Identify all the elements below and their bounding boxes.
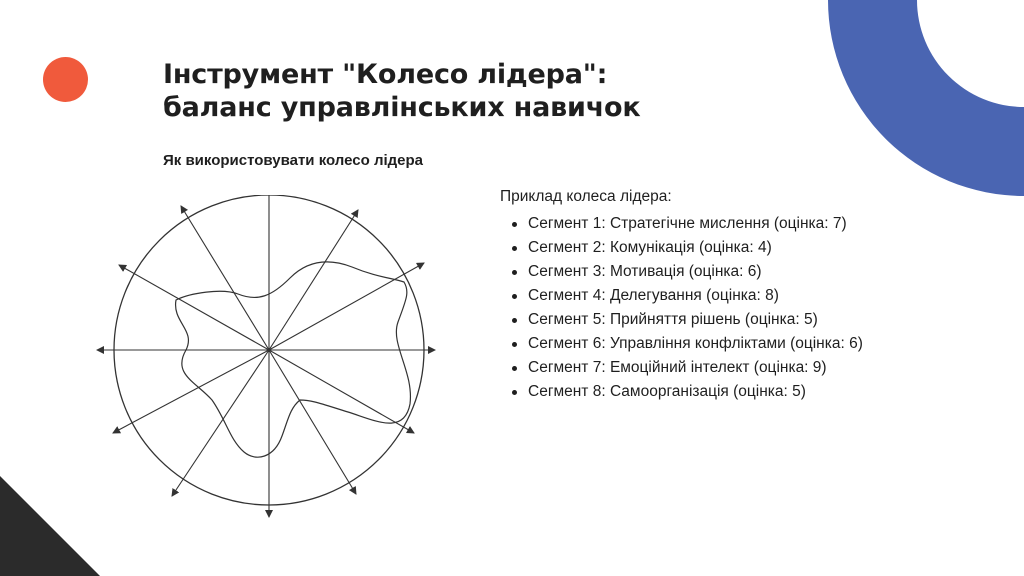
dark-corner-shape (0, 476, 100, 576)
section-subtitle: Як використовувати колесо лідера (163, 152, 424, 169)
list-item: Сегмент 2: Комунікація (оцінка: 4) (528, 236, 960, 260)
title-line-2: баланс управлінських навичок (163, 92, 641, 123)
list-item: Сегмент 6: Управління конфліктами (оцінка: 6) (528, 332, 960, 356)
list-item: Сегмент 5: Прийняття рішень (оцінка: 5) (528, 308, 960, 332)
list-item: Сегмент 8: Самоорганізація (оцінка: 5) (528, 380, 960, 404)
list-item: Сегмент 1: Стратегічне мислення (оцінка: 7) (528, 212, 960, 236)
title-line-1: Інструмент "Колесо лідера": (163, 59, 608, 90)
list-item: Сегмент 7: Емоційний інтелект (оцінка: 9) (528, 356, 960, 380)
example-heading: Приклад колеса лідера: (500, 188, 672, 205)
list-item: Сегмент 4: Делегування (оцінка: 8) (528, 284, 960, 308)
list-item: Сегмент 3: Мотивація (оцінка: 6) (528, 260, 960, 284)
